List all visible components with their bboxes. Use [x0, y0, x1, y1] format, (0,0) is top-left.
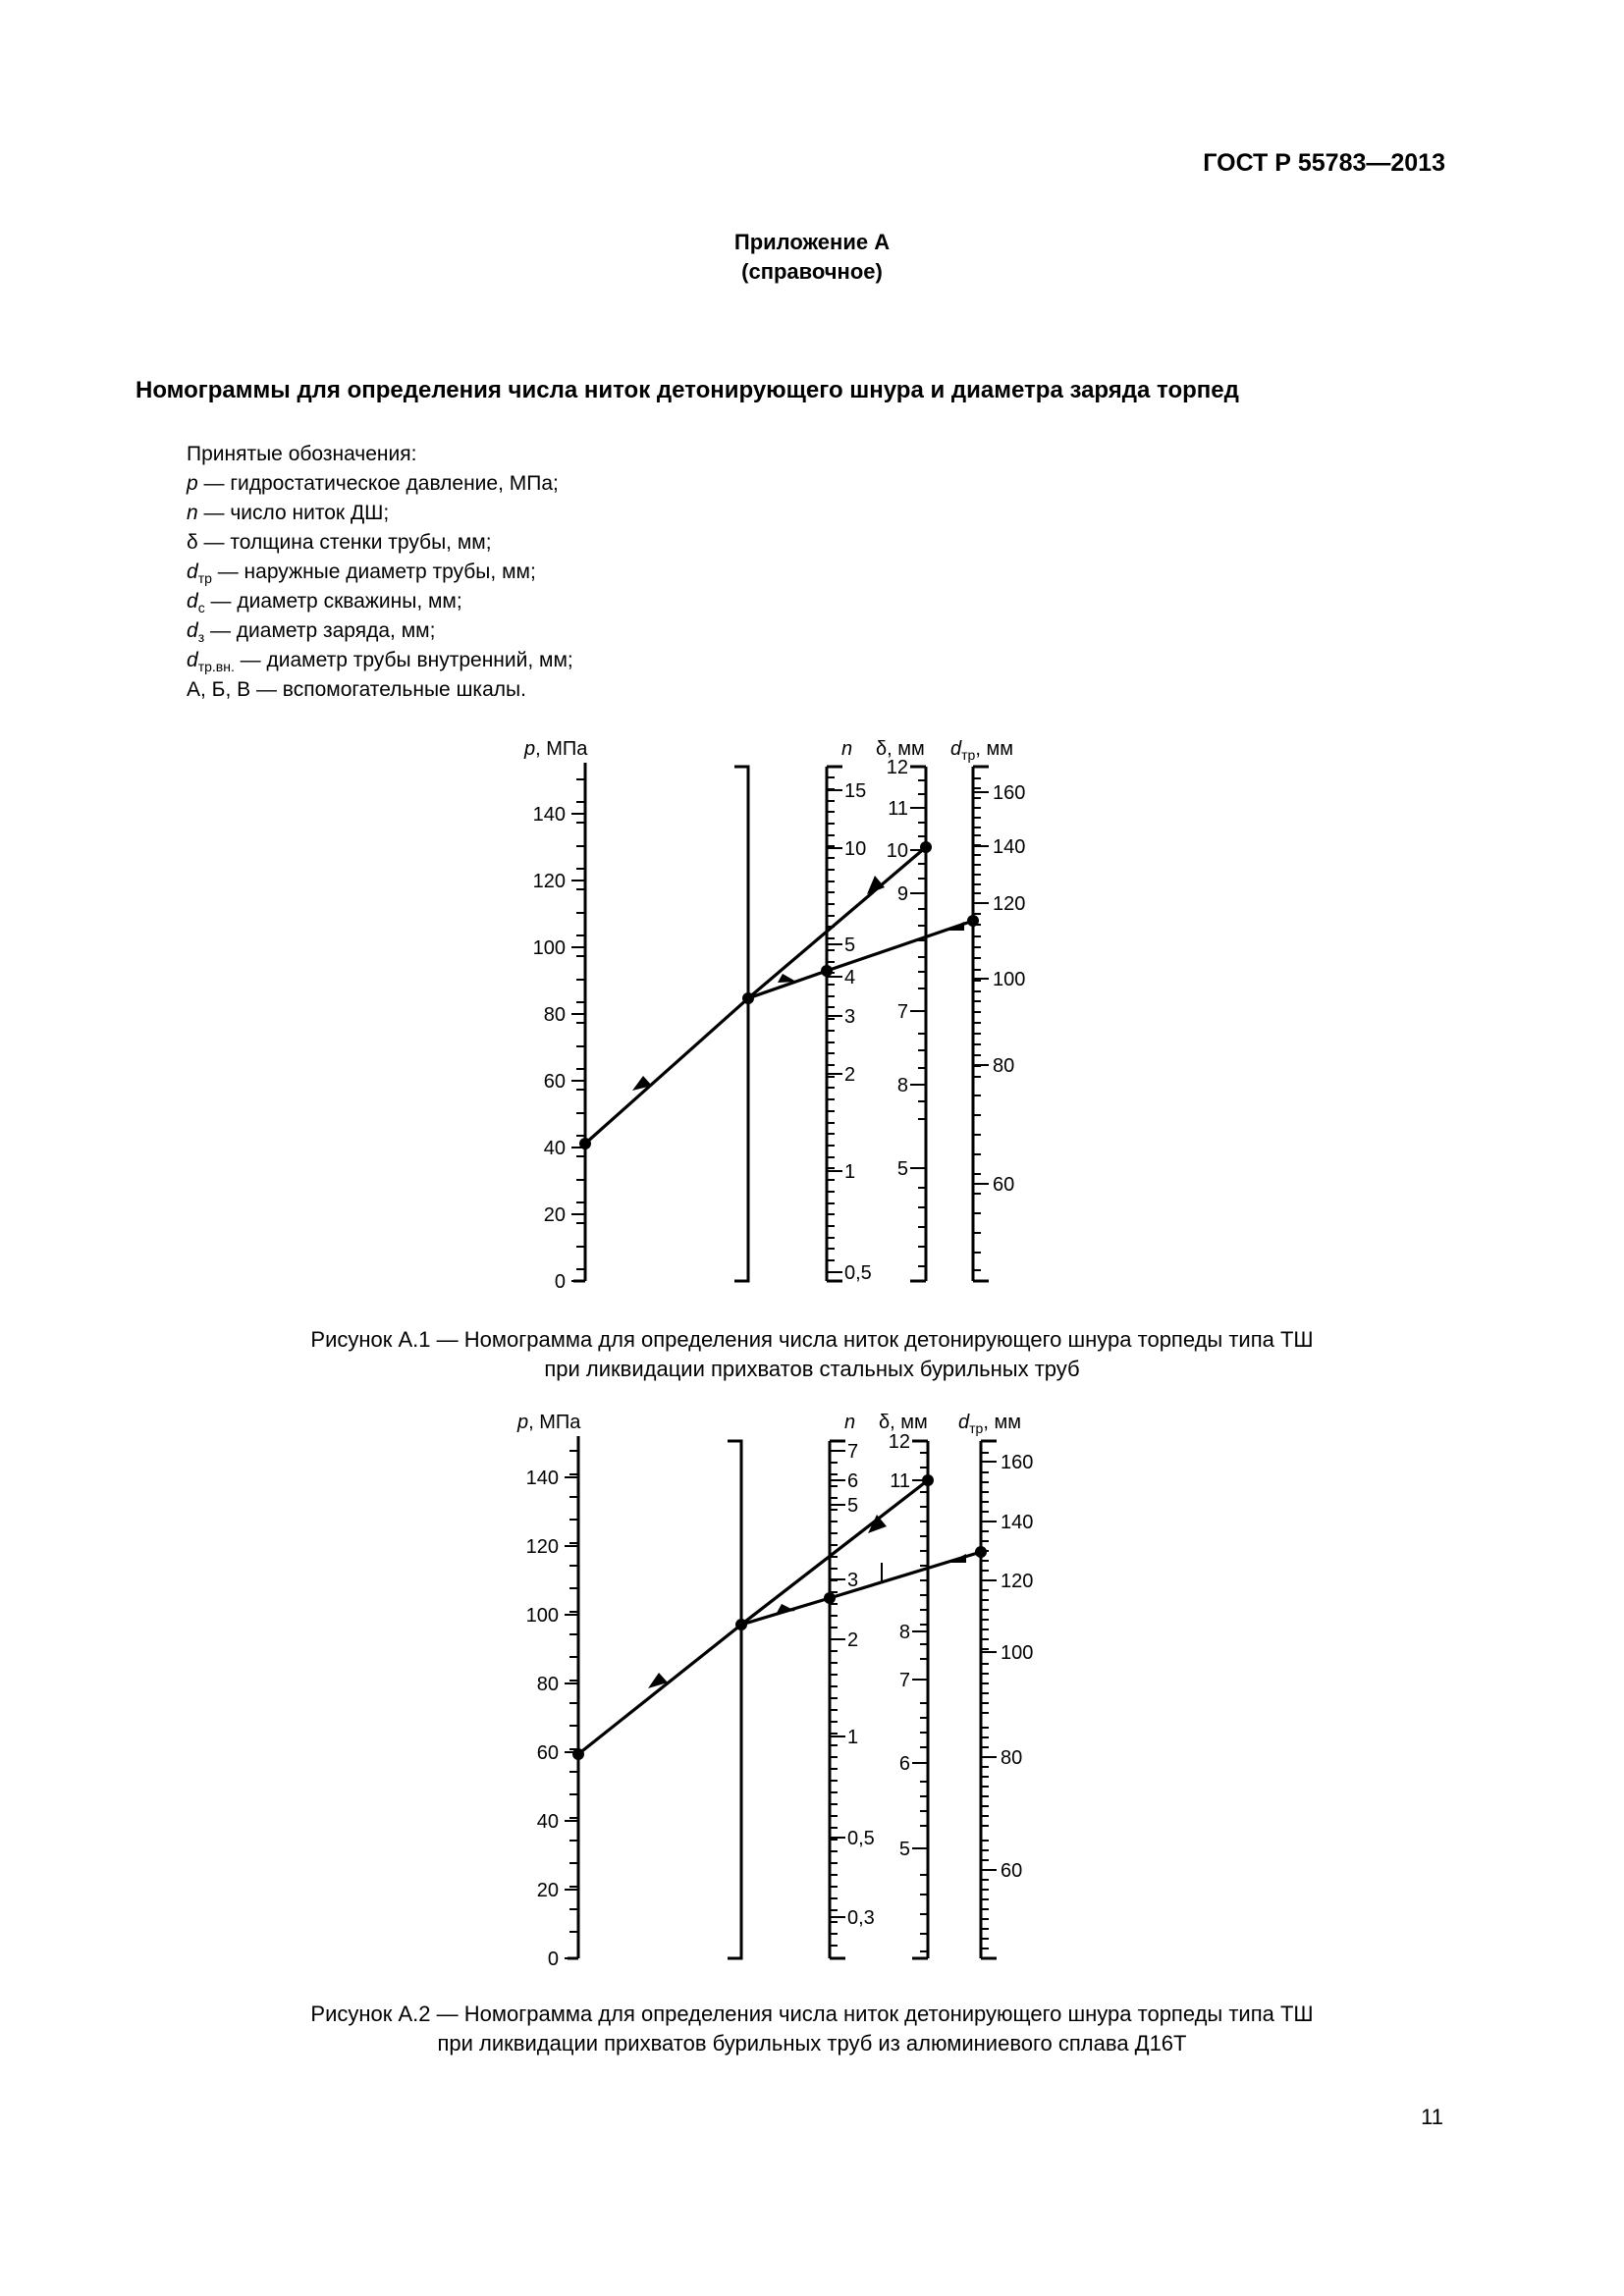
- p-symbol: p: [524, 738, 536, 760]
- dtr-tick-label: 160: [1001, 1452, 1034, 1473]
- n-tick-label: 3: [844, 1006, 856, 1028]
- dtr-tick-label: 140: [993, 836, 1026, 858]
- point-delta: [920, 841, 932, 853]
- n-tick-label: 0,3: [847, 1907, 875, 1929]
- caption-line: Рисунок А.2 — Номограмма для определения числа ниток детонирующего шнура торпеды типа ТШ: [310, 2002, 1314, 2026]
- p-tick-label: 100: [532, 937, 566, 959]
- n-tick-label: 7: [847, 1441, 859, 1463]
- delta-tick-label: 5: [898, 1839, 910, 1860]
- point-n: [824, 1592, 836, 1604]
- delta-symbol: δ: [879, 1412, 891, 1433]
- dtr-tick-label: 120: [1001, 1571, 1034, 1592]
- dtr-tick-label: 140: [1001, 1512, 1034, 1533]
- delta-symbol: δ: [876, 738, 888, 760]
- delta-tick-label: 11: [888, 798, 908, 820]
- legend-symbol: δ: [187, 531, 198, 554]
- solution-line-2: [748, 921, 973, 998]
- legend-item-dtr: [187, 558, 573, 587]
- p-tick-label: 20: [536, 1880, 559, 1901]
- legend-item-delta: [187, 528, 573, 558]
- point-aux: [742, 992, 754, 1004]
- appendix-title: Приложение А: [733, 230, 891, 254]
- dtr-major-ticks: [973, 792, 989, 1184]
- arrow-left: [948, 1554, 966, 1563]
- nomogram-a2: [0, 1399, 1624, 1978]
- delta-tick-label: 8: [896, 1075, 908, 1096]
- caption-line: при ликвидации прихватов стальных бурильных труб: [544, 1357, 1080, 1381]
- n-tick-label: 2: [847, 1629, 859, 1651]
- delta-tick-label: 9: [896, 883, 908, 905]
- legend-subscript: з: [197, 629, 205, 645]
- caption-line: при ликвидации прихватов бурильных труб из алюминиевого сплава Д16Т: [437, 2031, 1187, 2056]
- dtr-unit: , мм: [983, 1412, 1021, 1433]
- p-tick-label: 120: [532, 871, 566, 892]
- figure-a1-caption: [0, 1325, 1624, 1384]
- n-tick-label: 5: [844, 934, 856, 956]
- legend-symbol: n: [187, 502, 198, 524]
- p-tick-label: 0: [547, 1949, 559, 1970]
- p-tick-label: 40: [543, 1138, 566, 1159]
- point-dtr: [975, 1546, 987, 1558]
- caption-line: Рисунок А.1 — Номограмма для определения числа ниток детонирующего шнура торпеды типа ТШ: [310, 1327, 1314, 1352]
- legend-item-dtrvn: [187, 646, 573, 675]
- n-tick-label: 0,5: [847, 1828, 875, 1849]
- dtr-tick-label: 120: [993, 893, 1026, 915]
- p-tick-label: 40: [536, 1811, 559, 1833]
- delta-unit: , мм: [887, 738, 925, 760]
- p-tick-label: 140: [525, 1468, 559, 1489]
- point-n: [821, 965, 833, 977]
- n-tick-label: 1: [847, 1727, 859, 1748]
- p-unit: , МПа: [528, 1412, 581, 1433]
- n-scale-axis: [830, 1441, 845, 1958]
- legend-item-dz: [187, 616, 573, 646]
- legend-symbol: d: [187, 590, 198, 613]
- n-tick-label: 0,5: [844, 1262, 872, 1284]
- nomogram-a1: [0, 726, 1624, 1296]
- solution-line-2: [741, 1552, 981, 1625]
- delta-tick-label: 8: [898, 1622, 910, 1643]
- delta-axis-title: [879, 1412, 928, 1433]
- legend-text: — диаметр заряда, мм;: [204, 619, 436, 642]
- legend-symbol: p: [187, 472, 198, 495]
- delta-tick-label: 12: [888, 1431, 910, 1453]
- page-number: 11: [1421, 2105, 1443, 2129]
- legend-item-dc: [187, 587, 573, 616]
- aux-scale-bracket: [728, 1441, 741, 1958]
- point-dtr: [967, 915, 979, 927]
- dtr-tick-label: 80: [993, 1055, 1015, 1077]
- p-axis-title: [516, 1412, 581, 1433]
- dtr-unit: , мм: [975, 738, 1013, 760]
- dtr-tick-label: 100: [1001, 1642, 1034, 1664]
- delta-tick-label: 6: [898, 1753, 910, 1775]
- dtr-subscript: тр: [961, 747, 976, 763]
- dtr-symbol: d: [950, 738, 962, 760]
- p-tick-label: 140: [532, 804, 566, 826]
- p-tick-label: 20: [543, 1204, 566, 1226]
- dtr-tick-label: 60: [993, 1174, 1015, 1196]
- standard-number: ГОСТ Р 55783—2013: [1203, 149, 1445, 177]
- legend-aux: А, Б, В — вспомогательные шкалы.: [187, 678, 526, 701]
- delta-scale-axis: [912, 1441, 928, 1958]
- legend-symbol: d: [187, 649, 198, 671]
- section-heading: Номограммы для определения числа ниток детонирующего шнура и диаметра заряда торпед: [135, 377, 1239, 403]
- arrow-right: [778, 974, 796, 983]
- n-axis-title: n: [844, 1412, 856, 1433]
- figure-a2-caption: [0, 2000, 1624, 2058]
- dtr-subscript: тр: [969, 1420, 984, 1436]
- legend-symbol: d: [187, 561, 198, 583]
- n-tick-label: 5: [847, 1495, 859, 1517]
- point-aux: [735, 1619, 747, 1630]
- point-p: [572, 1748, 584, 1760]
- legend-text: — гидростатическое давление, МПа;: [197, 472, 559, 495]
- delta-tick-label: 5: [896, 1158, 908, 1180]
- legend-text: — толщина стенки трубы, мм;: [197, 531, 492, 554]
- dtr-major-ticks: [981, 1462, 997, 1870]
- dtr-tick-label: 160: [993, 782, 1026, 804]
- legend-symbol: d: [187, 619, 198, 642]
- legend: [187, 440, 573, 705]
- dtr-symbol: d: [958, 1412, 970, 1433]
- delta-unit: , мм: [890, 1412, 928, 1433]
- n-tick-label: 15: [844, 780, 867, 802]
- legend-intro: Принятые обозначения:: [187, 443, 417, 465]
- delta-tick-label: 7: [898, 1670, 910, 1691]
- n-tick-label: 2: [844, 1064, 856, 1086]
- n-tick-label: 3: [847, 1570, 859, 1591]
- n-tick-label: 10: [844, 838, 867, 860]
- n-tick-label: 4: [844, 967, 856, 988]
- legend-text: — диаметр скважины, мм;: [204, 590, 462, 613]
- p-axis-title: [523, 738, 588, 760]
- legend-subscript: тр.вн.: [197, 659, 235, 674]
- legend-text: — число ниток ДШ;: [197, 502, 390, 524]
- n-axis-title: n: [841, 738, 853, 760]
- p-tick-label: 80: [536, 1674, 559, 1695]
- point-delta: [922, 1474, 934, 1486]
- delta-tick-label: 10: [886, 840, 908, 862]
- p-scale-axis: [568, 1436, 578, 1958]
- delta-tick-label: 12: [886, 757, 908, 778]
- p-tick-label: 100: [525, 1605, 559, 1627]
- legend-subscript: с: [197, 600, 205, 615]
- p-symbol: p: [517, 1412, 529, 1433]
- legend-text: — наружные диаметр трубы, мм;: [211, 561, 536, 583]
- p-tick-label: 120: [525, 1536, 559, 1558]
- delta-major-ticks: [910, 767, 926, 1168]
- point-p: [579, 1138, 591, 1149]
- delta-tick-label: 7: [896, 1001, 908, 1023]
- n-tick-label: 6: [847, 1470, 859, 1492]
- p-tick-label: 0: [554, 1271, 566, 1293]
- p-unit: , МПа: [535, 738, 588, 760]
- legend-subscript: тр: [197, 570, 212, 586]
- p-tick-label: 60: [543, 1071, 566, 1093]
- appendix-note: (справочное): [741, 259, 883, 284]
- dtr-tick-label: 80: [1001, 1747, 1023, 1769]
- legend-item-n: [187, 499, 573, 528]
- dtr-tick-label: 60: [1001, 1860, 1023, 1882]
- delta-tick-label: 11: [890, 1470, 910, 1492]
- legend-text: — диаметр трубы внутренний, мм;: [234, 649, 573, 671]
- n-tick-label: 1: [844, 1161, 856, 1183]
- dtr-axis-title: [950, 738, 1013, 763]
- p-tick-label: 60: [536, 1742, 559, 1764]
- legend-item-p: [187, 469, 573, 499]
- dtr-axis-title: [958, 1412, 1021, 1436]
- aux-scale-bracket: [734, 767, 748, 1281]
- p-tick-label: 80: [543, 1004, 566, 1026]
- dtr-tick-label: 100: [993, 969, 1026, 990]
